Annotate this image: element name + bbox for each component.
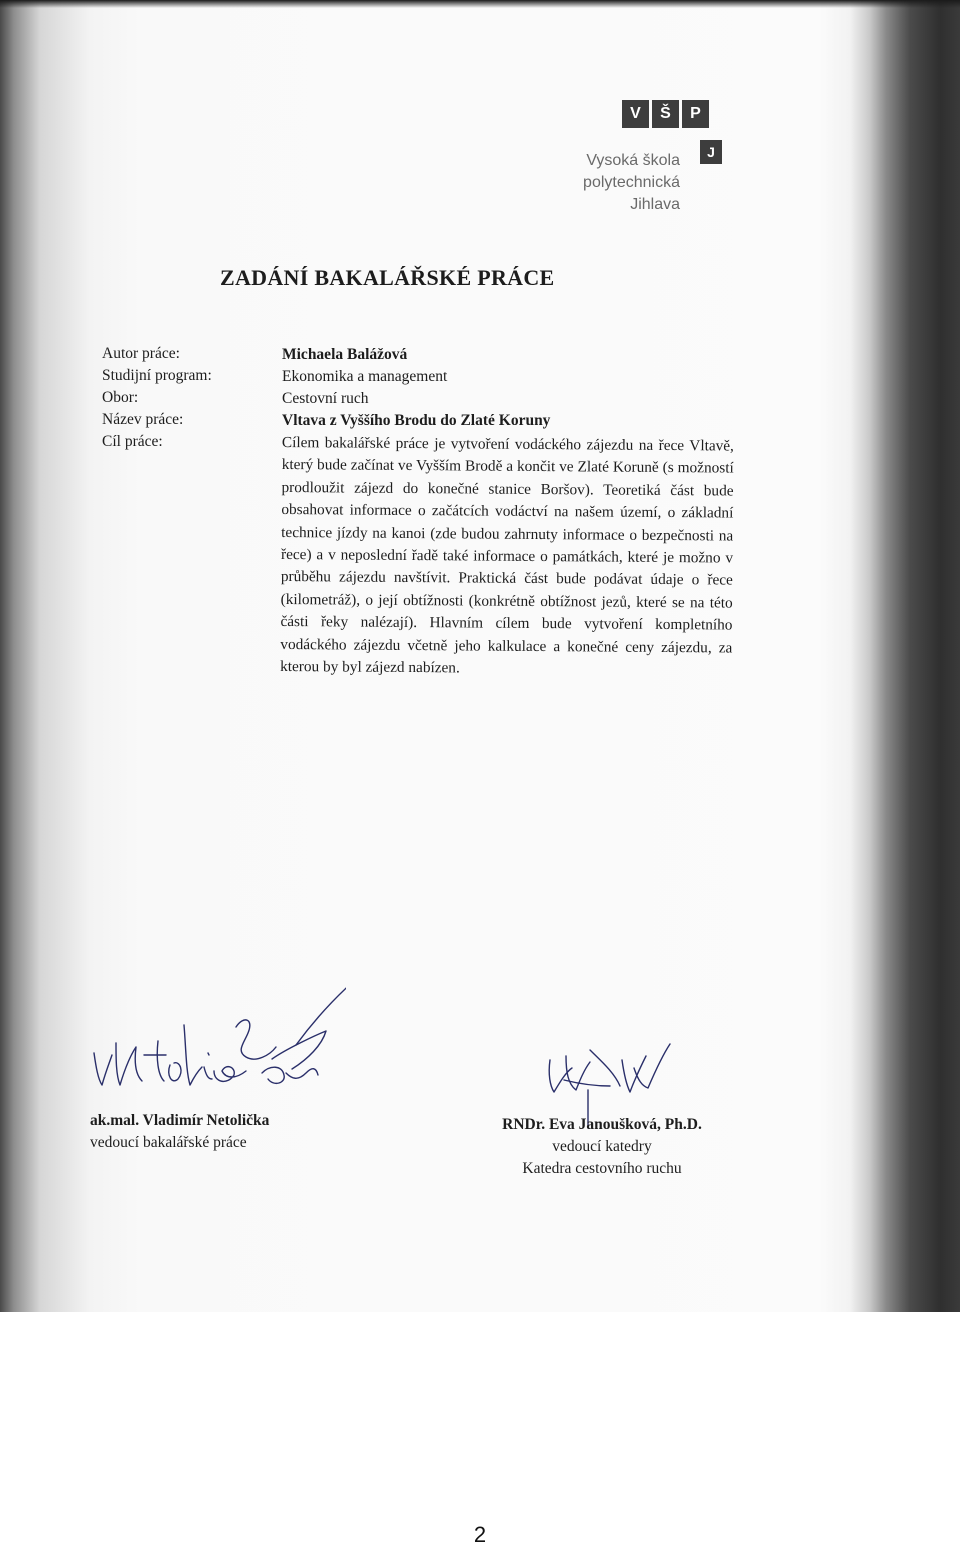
page-number: 2 (473, 1522, 487, 1547)
thesis-title-label: Název práce: (102, 411, 184, 428)
logo-text (583, 150, 680, 216)
signer-right-name: RNDr. Eva Janoušková, Ph.D. (502, 1116, 702, 1133)
logo-line-3: Jihlava (630, 196, 680, 213)
signer-right-department: Katedra cestovního ruchu (522, 1160, 682, 1177)
field-value: Cestovní ruch (282, 390, 369, 407)
logo-block-j: J (700, 140, 722, 164)
signer-right (492, 1114, 712, 1180)
author-label: Autor práce: (102, 345, 180, 362)
author-value: Michaela Balážová (282, 346, 408, 363)
university-logo (560, 100, 740, 220)
signature-netolicka (86, 975, 346, 1105)
program-label: Studijní program: (102, 367, 212, 384)
field-values (282, 344, 734, 678)
logo-block-p: P (682, 100, 709, 128)
logo-line-2: polytechnická (583, 174, 680, 191)
goal-text: Cílem bakalářské práce je vytvoření vodáckého zájezdu na řece Vltavě, který bude začínat ve Vyšším Brodě a končit ve Zlaté Koruně (s možností prodloužit zájezd do konečné stanice Boršov). Teoretiká část bude obsahovat informace o začátcích vodáctví na našem území, o základní technice jízdy na kanoi (zde budou zahrnuty informace o bezpečnosti na řece) a v neposlední řadě také informace o památkách, které je možno v průběhu zájezdu navštívit. Praktická část bude podávat údaje o řece (kilometráž), o její obtížnosti (konkrétně obtížnost jezů, které se na této části řeky nalézají). Hlavním cílem bude vytvoření kompletního vodáckého zájezdu včetně jeho kalkulace a konečné ceny zájezdu, za kterou by byl zájezd nabízen. (280, 433, 734, 677)
program-value: Ekonomika a management (282, 368, 448, 385)
logo-block-v: V (622, 100, 649, 128)
signer-left (90, 1110, 269, 1154)
document-title: ZADÁNÍ BAKALÁŘSKÉ PRÁCE (220, 265, 555, 290)
signer-right-role: vedoucí katedry (552, 1138, 652, 1155)
goal-label: Cíl práce: (102, 433, 163, 450)
logo-line-1: Vysoká škola (586, 152, 680, 169)
signer-left-name: ak.mal. Vladimír Netolička (90, 1112, 270, 1129)
field-label: Obor: (102, 389, 139, 406)
logo-block-s: Š (652, 100, 679, 128)
thesis-title-value: Vltava z Vyššího Brodu do Zlaté Koruny (282, 412, 551, 429)
field-labels (102, 343, 212, 453)
signer-left-role: vedoucí bakalářské práce (90, 1134, 247, 1151)
logo-blocks (622, 100, 709, 128)
